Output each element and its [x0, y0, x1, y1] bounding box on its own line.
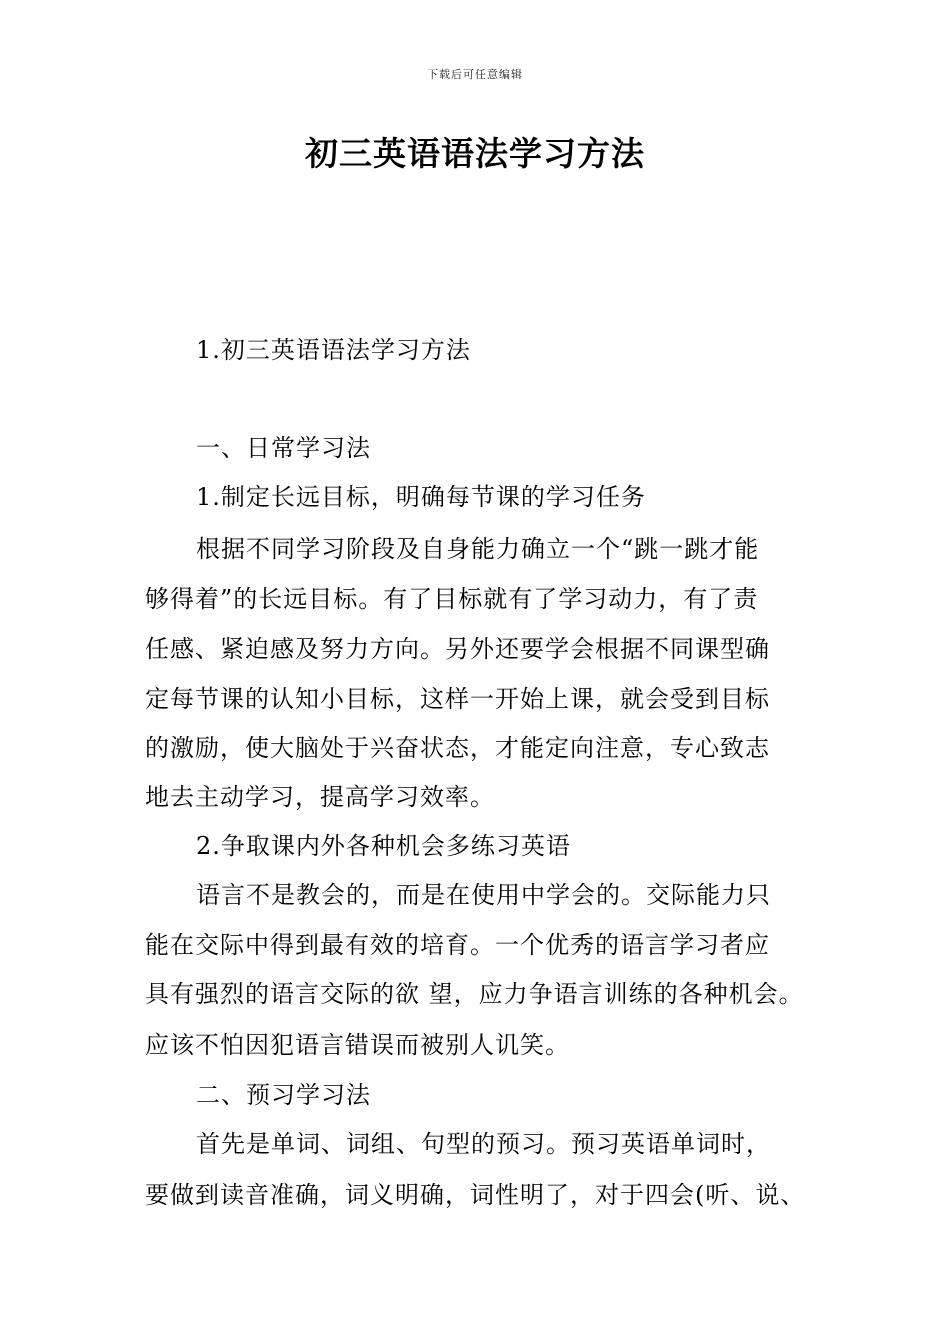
- paragraph-line: 首先是单词、词组、句型的预习。预习英语单词时，: [196, 1130, 771, 1158]
- paragraph-line: 语言不是教会的，而是在使用中学会的。交际能力只: [196, 881, 771, 909]
- document-title: 初三英语语法学习方法: [305, 134, 645, 173]
- subsection-heading: 1.制定长远目标，明确每节课的学习任务: [196, 483, 646, 511]
- paragraph-line: 的激励，使大脑处于兴奋状态，才能定向注意，专心致志: [145, 734, 770, 762]
- paragraph-line: 能在交际中得到最有效的培育。一个优秀的语言学习者应: [145, 931, 770, 959]
- section-heading: 二、预习学习法: [196, 1081, 371, 1109]
- subsection-heading: 2.争取课内外各种机会多练习英语: [196, 832, 571, 860]
- paragraph-line: 要做到读音准确，词义明确，词性明了，对于四会(听、说、: [145, 1181, 806, 1209]
- section-heading: 一、日常学习法: [196, 434, 371, 462]
- paragraph-line: 任感、紧迫感及努力方向。另外还要学会根据不同课型确: [145, 635, 770, 663]
- header-note: 下载后可任意编辑: [427, 68, 523, 81]
- paragraph-line: 应该不怕因犯语言错误而被别人讥笑。: [145, 1031, 570, 1059]
- paragraph-line: 地去主动学习，提高学习效率。: [145, 783, 495, 811]
- paragraph-line: 具有强烈的语言交际的欲 望，应力争语言训练的各种机会。: [145, 980, 804, 1008]
- paragraph-line: 根据不同学习阶段及自身能力确立一个“跳一跳才能: [196, 535, 760, 563]
- paragraph-line: 定每节课的认知小目标，这样一开始上课，就会受到目标: [145, 685, 770, 713]
- section-heading: 1.初三英语语法学习方法: [196, 336, 471, 364]
- paragraph-line: 够得着”的长远目标。有了目标就有了学习动力，有了责: [145, 585, 759, 613]
